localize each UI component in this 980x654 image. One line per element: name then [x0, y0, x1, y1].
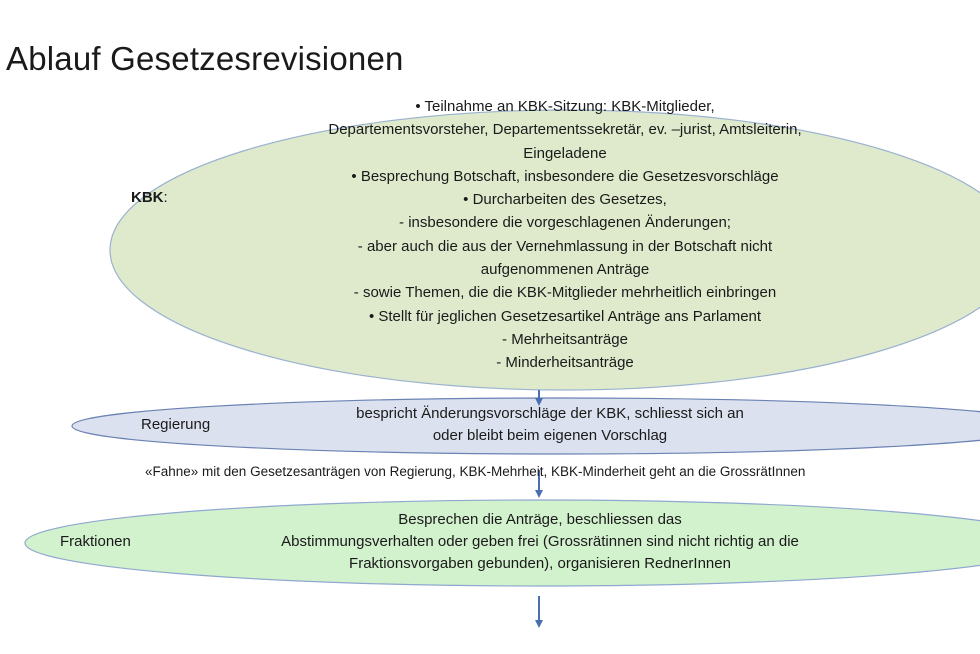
- regierung-line: oder bleibt beim eigenen Vorschlag: [432, 427, 668, 444]
- kbk-line: • Durcharbeiten des Gesetzes,: [463, 191, 667, 209]
- fraktionen-line: Abstimmungsverhalten oder geben frei (Grossrätinnen sind nicht richtig an die: [281, 533, 799, 550]
- regierung-label: Regierung: [141, 416, 211, 433]
- fraktionen-line: Besprechen die Anträge, beschliessen das: [398, 511, 682, 528]
- kbk-line: - aber auch die aus der Vernehmlassung in der Botschaft nicht: [357, 237, 773, 255]
- kbk-line: - Minderheitsanträge: [496, 354, 634, 372]
- fraktionen-text-block: [200, 509, 880, 575]
- kbk-line: - insbesondere die vorgeschlagenen Änderungen;: [399, 214, 731, 232]
- kbk-line: - sowie Themen, die die KBK-Mitglieder mehrheitlich einbringen: [353, 284, 777, 302]
- regierung-line: bespricht Änderungsvorschläge der KBK, schliesst sich an: [356, 405, 744, 422]
- kbk-line: • Stellt für jeglichen Gesetzesartikel Anträge ans Parlament: [368, 307, 762, 325]
- kbk-line: aufgenommenen Anträge: [480, 261, 650, 279]
- kbk-line: - Mehrheitsanträge: [502, 330, 628, 348]
- kbk-line: Eingeladene: [523, 144, 607, 162]
- page-title: Ablauf Gesetzesrevisionen: [6, 40, 404, 77]
- kbk-line: Departementsvorsteher, Departementssekretär, ev. –jurist, Amtsleiterin,: [328, 121, 802, 139]
- kbk-label: KBK:: [131, 189, 168, 206]
- regierung-text-block: [290, 403, 810, 447]
- fahne-caption: «Fahne» mit den Gesetzesanträgen von Regierung, KBK-Mehrheit, KBK-Minderheit geht an die GrossrätInnen: [145, 464, 806, 479]
- kbk-line: • Teilnahme an KBK-Sitzung: KBK-Mitglieder,: [415, 98, 715, 115]
- fraktionen-label: Fraktionen: [60, 533, 131, 550]
- kbk-line: • Besprechung Botschaft, insbesondere die Gesetzesvorschläge: [351, 167, 779, 185]
- kbk-text-block: [240, 95, 890, 375]
- fraktionen-line: Fraktionsvorgaben gebunden), organisieren RednerInnen: [349, 555, 731, 572]
